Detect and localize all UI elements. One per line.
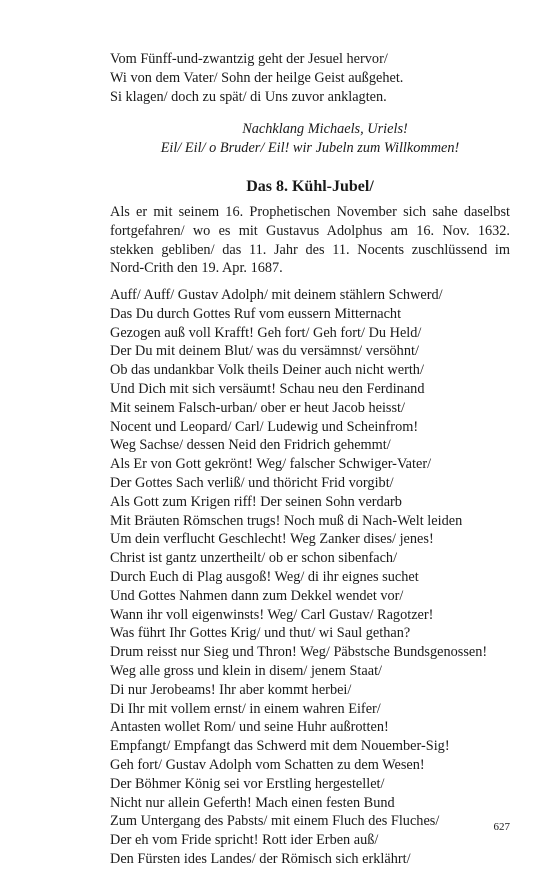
verse-line: Wi von dem Vater/ Sohn der heilge Geist außgehet. <box>110 69 404 86</box>
poem-line: Drum reisst nur Sieg und Thron! Weg/ Päbstsche Bundsgenossen! <box>110 644 488 661</box>
poem-line: Der Böhmer König sei vor Erstling hergestellet/ <box>110 775 385 792</box>
poem-line: Weg alle gross und klein in disem/ jenem Staat/ <box>110 662 383 679</box>
poem-line: Nocent und Leopard/ Carl/ Ludewig und Scheinfrom! <box>110 418 419 435</box>
poem-line: Mit Bräuten Römschen trugs! Noch muß di Nach-Welt leiden <box>110 512 463 529</box>
intro-line: fortgefahren/ wo es mit Gustavus Adolphus am 16. Nov. 1632. <box>110 222 510 239</box>
poem-line: Als Er von Gott gekrönt! Weg/ falscher Schwiger-Vater/ <box>110 456 432 473</box>
poem-line: Di Ihr mit vollem ernst/ in einem wahren Eifer/ <box>110 700 381 717</box>
poem-line: Christ ist gantz unzertheilt/ ob er schon sibenfach/ <box>110 550 398 567</box>
intro-line: Nord-Crith den 19. Apr. 1687. <box>110 260 283 277</box>
poem-line: Der Gottes Sach verliß/ und thöricht Frid vorgibt/ <box>110 474 394 491</box>
poem-line: Ob das undankbar Volk theils Deiner auch nicht werth/ <box>110 362 424 379</box>
intro-paragraph <box>110 203 510 278</box>
poem-line: Und Dich mit sich versäumt! Schau neu den Ferdinand <box>110 380 425 397</box>
preceding-verse <box>110 50 510 106</box>
page-number: 627 <box>493 821 510 833</box>
closing-line: Eil/ Eil/ o Bruder/ Eil! wir Jubeln zum Willkommen! <box>160 139 460 156</box>
poem-line: Um dein verflucht Geschlecht! Weg Zanker dises/ jenes! <box>110 531 434 548</box>
poem-line: Als Gott zum Krigen riff! Der seinen Sohn verdarb <box>110 493 402 510</box>
verse-line: Vom Fünff-und-zwantzig geht der Jesuel hervor/ <box>110 51 388 67</box>
intro-line: Als er mit seinem 16. Prophetischen November sich sahe daselbst <box>110 204 510 220</box>
poem-line: Empfangt/ Empfangt das Schwerd mit dem Nouember-Sig! <box>110 738 450 755</box>
poem-line: Geh fort/ Gustav Adolph vom Schatten zu dem Wesen! <box>110 756 425 773</box>
poem-line: Gezogen auß voll Krafft! Geh fort/ Geh fort/ Du Held/ <box>110 324 422 341</box>
poem-line: Den Fürsten ides Landes/ der Römisch sich erklährt/ <box>110 850 411 867</box>
poem-line: Zum Untergang des Pabsts/ mit einem Fluch des Fluches/ <box>110 813 440 830</box>
poem-line: Der Du mit deinem Blut/ was du versämnst/ versöhnt/ <box>110 343 419 360</box>
intro-line: stekken gebliben/ das 11. Jahr des 11. Nocents zuschlüssend im <box>110 241 510 258</box>
poem-line: Antasten wollet Rom/ und seine Huhr außrotten! <box>110 719 389 736</box>
section-heading: Das 8. Kühl-Jubel/ <box>246 178 374 195</box>
poem-line: Nicht nur allein Geferth! Mach einen festen Bund <box>110 794 395 811</box>
poem-line: Auff/ Auff/ Gustav Adolph/ mit deinem stählern Schwerd/ <box>110 287 443 303</box>
poem-line: Weg Sachse/ dessen Neid den Fridrich gehemmt/ <box>110 437 391 454</box>
poem-line: Das Du durch Gottes Ruf vom eussern Mitternacht <box>110 305 402 322</box>
verse-line: Si klagen/ doch zu spät/ di Uns zuvor anklagten. <box>110 88 387 105</box>
poem-line: Di nur Jerobeams! Ihr aber kommt herbei/ <box>110 681 352 698</box>
poem-line: Mit seinem Falsch-urban/ ober er heut Jacob heisst/ <box>110 399 405 416</box>
closing-line: Nachklang Michaels, Uriels! <box>242 121 408 137</box>
closing-verse <box>110 120 510 158</box>
poem <box>110 286 510 869</box>
poem-line: Was führt Ihr Gottes Krig/ und thut/ wi Saul gethan? <box>110 625 411 642</box>
poem-line: Wann ihr voll eigenwinsts! Weg/ Carl Gustav/ Ragotzer! <box>110 606 434 623</box>
poem-line: Durch Euch di Plag ausgoß! Weg/ di ihr eignes suchet <box>110 568 419 585</box>
poem-line: Der eh vom Fride spricht! Rott ider Erben auß/ <box>110 832 379 849</box>
poem-line: Und Gottes Nahmen dann zum Dekkel wendet vor/ <box>110 587 404 604</box>
